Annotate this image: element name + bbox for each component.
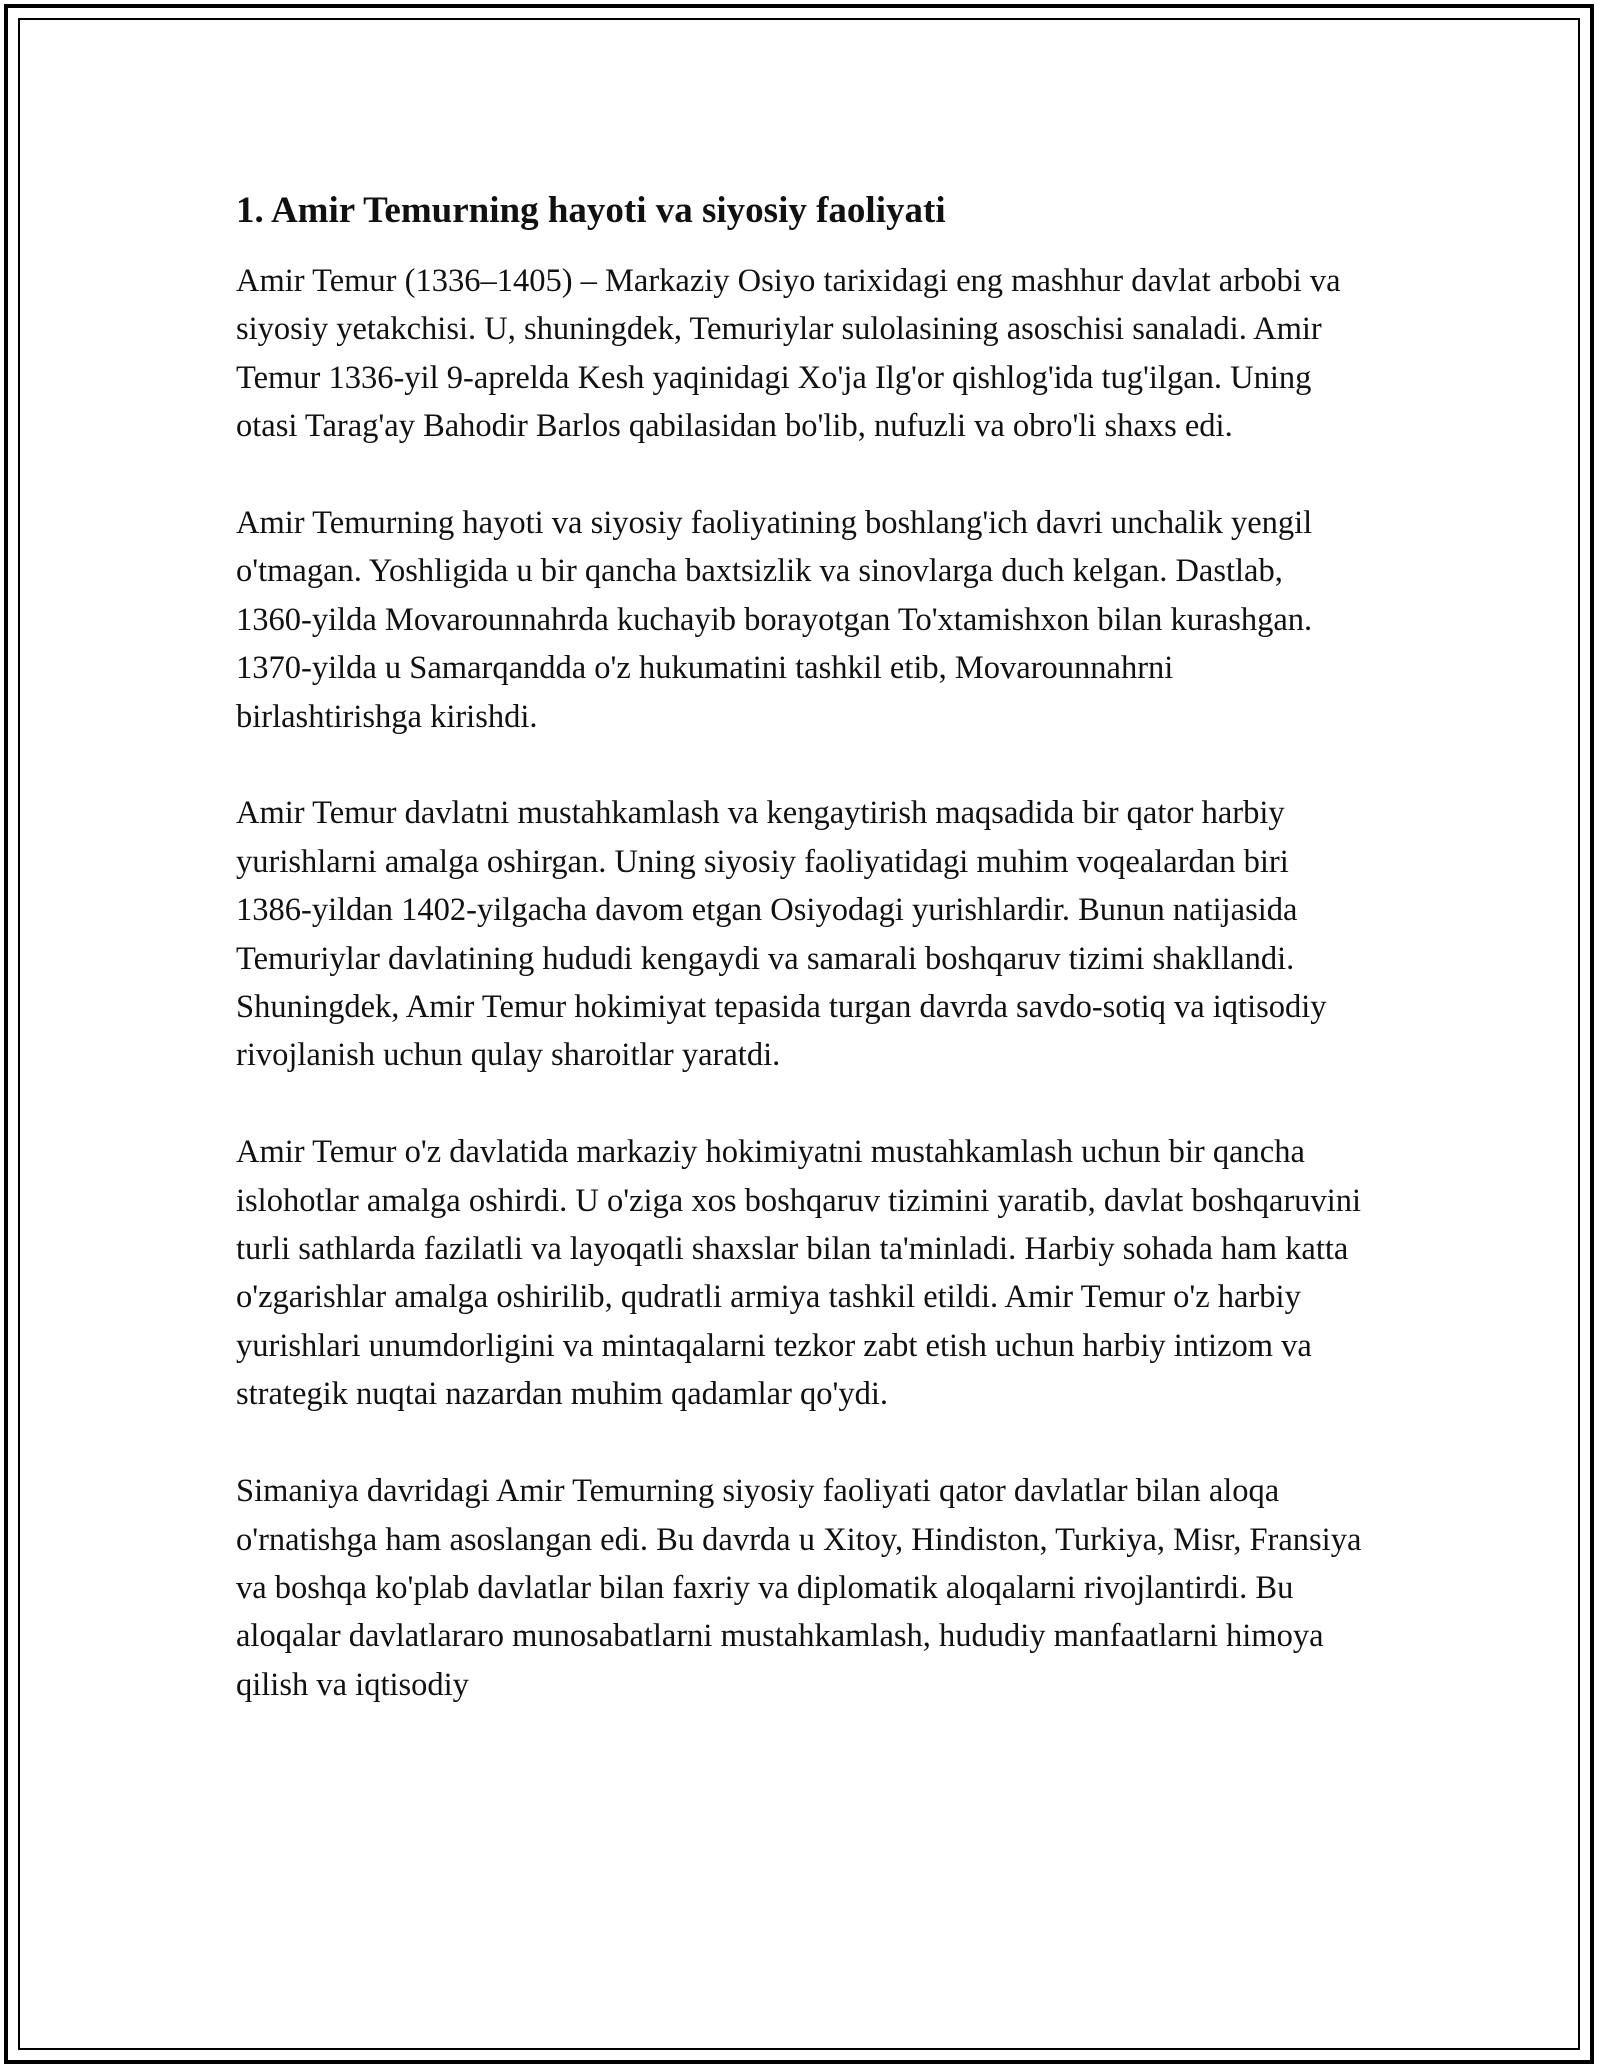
paragraph-4: Amir Temur o'z davlatida markaziy hokimiyatni mustahkamlash uchun bir qancha islohotlar amalga oshirdi. U o'ziga xos boshqaruv tizimini yaratib, davlat boshqaruvini turli sathlarda fazilatli va layoqatli shaxslar bilan ta'minladi. Harbiy sohada ham katta o'zgarishlar amalga oshirilib, qudratli armiya tashkil etildi. Amir Temur o'z harbiy yurishlari unumdorligini va mintaqalarni tezkor zabt etish uchun harbiy intizom va strategik nuqtai nazardan muhim qadamlar qo'ydi. [236, 1134, 1362, 1413]
paragraph-5: Simaniya davridagi Amir Temurning siyosiy faoliyati qator davlatlar bilan aloqa o'rnatishga ham asoslangan edi. Bu davrda u Xitoy, Hindiston, Turkiya, Misr, Fransiya va boshqa ko'plab davlatlar bilan faxriy va diplomatik aloqalarni rivojlantirdi. Bu aloqalar davlatlararo munosabatlarni mustahkamlash, hududiy manfaatlarni himoya qilish va iqtisodiy [236, 1473, 1362, 1703]
section-title: 1. Amir Temurning hayoti va siyosiy faoliyati [236, 190, 946, 231]
paragraph-2: Amir Temurning hayoti va siyosiy faoliyatining boshlang'ich davri unchalik yengil o'tmagan. Yoshligida u bir qancha baxtsizlik va sinovlarga duch kelgan. Dastlab, 1360-yilda Movarounnahrda kuchayib borayotgan To'xtamishxon bilan kurashgan. 1370-yilda u Samarqandda o'z hukumatini tashkil etib, Movarounnahrni birlashtirishga kirishdi. [236, 505, 1313, 735]
paragraph-1: Amir Temur (1336–1405) – Markaziy Osiyo tarixidagi eng mashhur davlat arbobi va siyosiy yetakchisi. U, shuningdek, Temuriylar sulolasining asoschisi sanaladi. Amir Temur 1336-yil 9-aprelda Kesh yaqinidagi Xo'ja Ilg'or qishlog'ida tug'ilgan. Uning otasi Tarag'ay Bahodir Barlos qabilasidan bo'lib, nufuzli va obro'li shaxs edi. [236, 263, 1341, 445]
paragraph-3: Amir Temur davlatni mustahkamlash va kengaytirish maqsadida bir qator harbiy yurishlarni amalga oshirgan. Uning siyosiy faoliyatidagi muhim voqealardan biri 1386-yildan 1402-yilgacha davom etgan Osiyodagi yurishlardir. Bunun natijasida Temuriylar davlatining hududi kengaydi va samarali boshqaruv tizimi shakllandi. Shuningdek, Amir Temur hokimiyat tepasida turgan davrda savdo-sotiq va iqtisodiy rivojlanish uchun qulay sharoitlar yaratdi. [236, 795, 1327, 1074]
document-body [236, 185, 1366, 1709]
